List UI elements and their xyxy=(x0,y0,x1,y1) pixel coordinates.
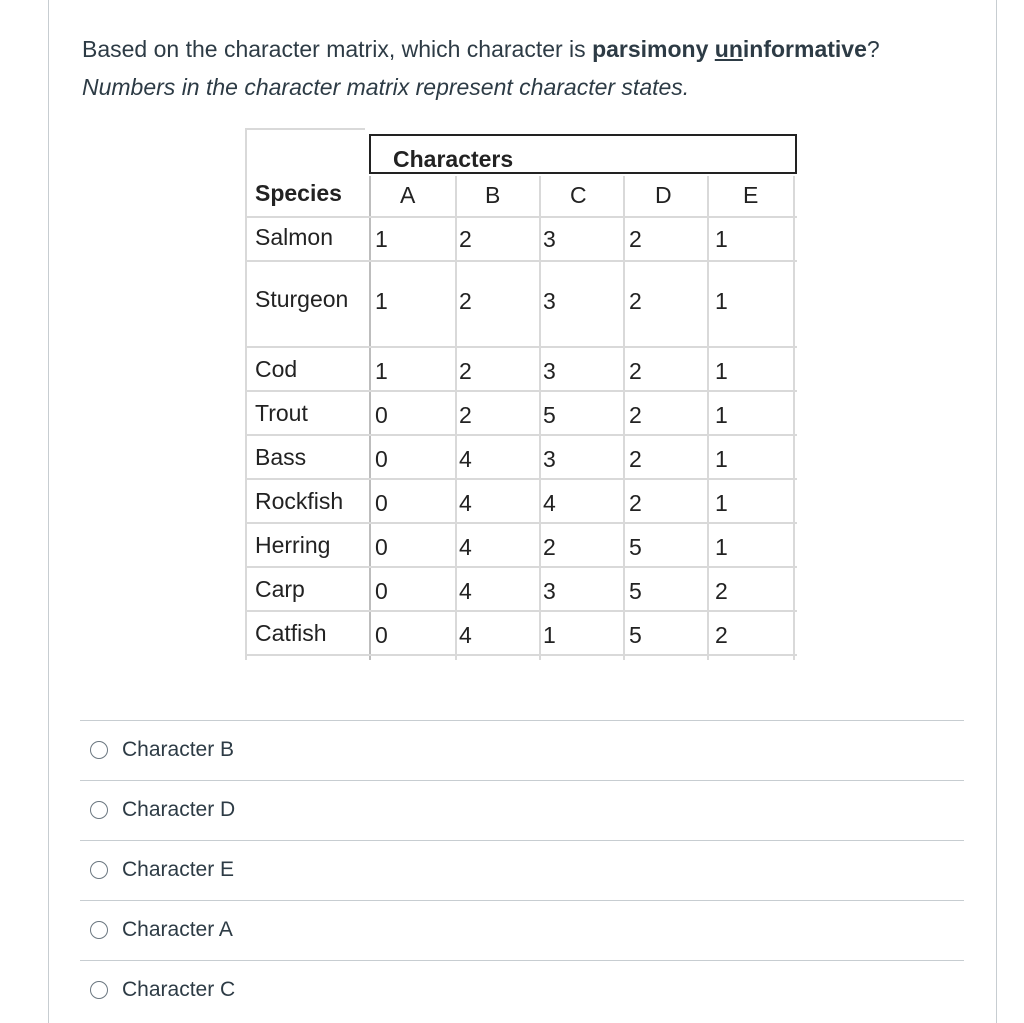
character-state-cell: 2 xyxy=(459,226,472,252)
answer-option[interactable] xyxy=(80,960,964,1020)
character-state-cell: 2 xyxy=(459,402,472,428)
character-state-cell: 5 xyxy=(629,622,642,648)
question-text xyxy=(82,30,972,106)
species-name: Carp xyxy=(255,576,305,602)
character-state-cell: 0 xyxy=(375,534,388,560)
character-state-cell: 4 xyxy=(459,622,472,648)
character-state-cell: 5 xyxy=(629,534,642,560)
frame-border-left xyxy=(48,0,49,1023)
character-column-header-b: B xyxy=(485,182,501,208)
character-state-cell: 1 xyxy=(543,622,556,648)
character-state-cell: 3 xyxy=(543,446,556,472)
character-state-cell: 5 xyxy=(629,578,642,604)
character-state-cell: 0 xyxy=(375,402,388,428)
species-column-header: Species xyxy=(255,180,342,206)
answer-label[interactable]: Character B xyxy=(122,738,235,761)
question-bold-informative: informative xyxy=(742,36,867,62)
radio-button[interactable] xyxy=(90,981,108,999)
species-name: Trout xyxy=(255,400,308,426)
character-state-cell: 4 xyxy=(459,490,472,516)
species-name: Rockfish xyxy=(255,488,344,514)
character-state-cell: 2 xyxy=(629,226,642,252)
question-underlined-un: un xyxy=(714,36,743,62)
question-part2: ? xyxy=(866,36,880,62)
answer-label[interactable]: Character A xyxy=(122,918,233,941)
character-state-cell: 1 xyxy=(715,446,728,472)
species-name: Herring xyxy=(255,532,331,558)
character-column-header-c: C xyxy=(570,182,587,208)
answer-label[interactable]: Character E xyxy=(122,858,235,881)
character-state-cell: 5 xyxy=(543,402,556,428)
character-column-header-a: A xyxy=(400,182,416,208)
character-state-cell: 4 xyxy=(459,446,472,472)
answer-label[interactable]: Character D xyxy=(122,798,236,821)
character-state-cell: 0 xyxy=(375,578,388,604)
character-state-cell: 2 xyxy=(629,402,642,428)
character-state-cell: 1 xyxy=(375,358,388,384)
character-state-cell: 3 xyxy=(543,288,556,314)
character-state-cell: 1 xyxy=(375,288,388,314)
answer-option[interactable] xyxy=(80,720,964,780)
character-state-cell: 2 xyxy=(629,490,642,516)
character-state-cell: 2 xyxy=(629,446,642,472)
species-name: Salmon xyxy=(255,224,333,250)
answer-list xyxy=(80,720,964,1020)
characters-header-box xyxy=(369,134,797,174)
character-state-cell: 2 xyxy=(629,288,642,314)
character-state-cell: 2 xyxy=(715,578,728,604)
answer-option[interactable] xyxy=(80,780,964,840)
character-state-cell: 4 xyxy=(543,490,556,516)
character-state-cell: 0 xyxy=(375,622,388,648)
character-state-cell: 3 xyxy=(543,358,556,384)
species-name: Catfish xyxy=(255,620,327,646)
character-state-cell: 1 xyxy=(375,226,388,252)
character-state-cell: 2 xyxy=(715,622,728,648)
species-name: Cod xyxy=(255,356,298,382)
character-column-header-e: E xyxy=(743,182,759,208)
character-matrix-image xyxy=(245,128,801,660)
character-column-header-d: D xyxy=(655,182,672,208)
character-state-cell: 1 xyxy=(715,402,728,428)
character-state-cell: 4 xyxy=(459,578,472,604)
character-state-cell: 1 xyxy=(715,490,728,516)
character-state-cell: 2 xyxy=(543,534,556,560)
question-bold-parsimony: parsimony xyxy=(592,36,709,62)
character-state-cell: 2 xyxy=(459,288,472,314)
character-state-cell: 3 xyxy=(543,578,556,604)
question-part1: Based on the character matrix, which character is xyxy=(82,36,593,62)
radio-button[interactable] xyxy=(90,801,108,819)
frame-border-right xyxy=(996,0,997,1023)
character-state-cell: 0 xyxy=(375,490,388,516)
answer-option[interactable] xyxy=(80,900,964,960)
species-name: Bass xyxy=(255,444,307,470)
answer-label[interactable]: Character C xyxy=(122,978,236,1001)
radio-button[interactable] xyxy=(90,921,108,939)
character-state-cell: 3 xyxy=(543,226,556,252)
characters-title: Characters xyxy=(393,146,514,172)
radio-button[interactable] xyxy=(90,861,108,879)
character-state-cell: 4 xyxy=(459,534,472,560)
character-state-cell: 0 xyxy=(375,446,388,472)
answer-option[interactable] xyxy=(80,840,964,900)
question-italic-note: Numbers in the character matrix represent character states. xyxy=(82,74,690,100)
character-state-cell: 1 xyxy=(715,226,728,252)
character-state-cell: 2 xyxy=(629,358,642,384)
radio-button[interactable] xyxy=(90,741,108,759)
character-state-cell: 1 xyxy=(715,288,728,314)
character-state-cell: 2 xyxy=(459,358,472,384)
character-state-cell: 1 xyxy=(715,534,728,560)
species-name: Sturgeon xyxy=(255,286,349,312)
character-state-cell: 1 xyxy=(715,358,728,384)
